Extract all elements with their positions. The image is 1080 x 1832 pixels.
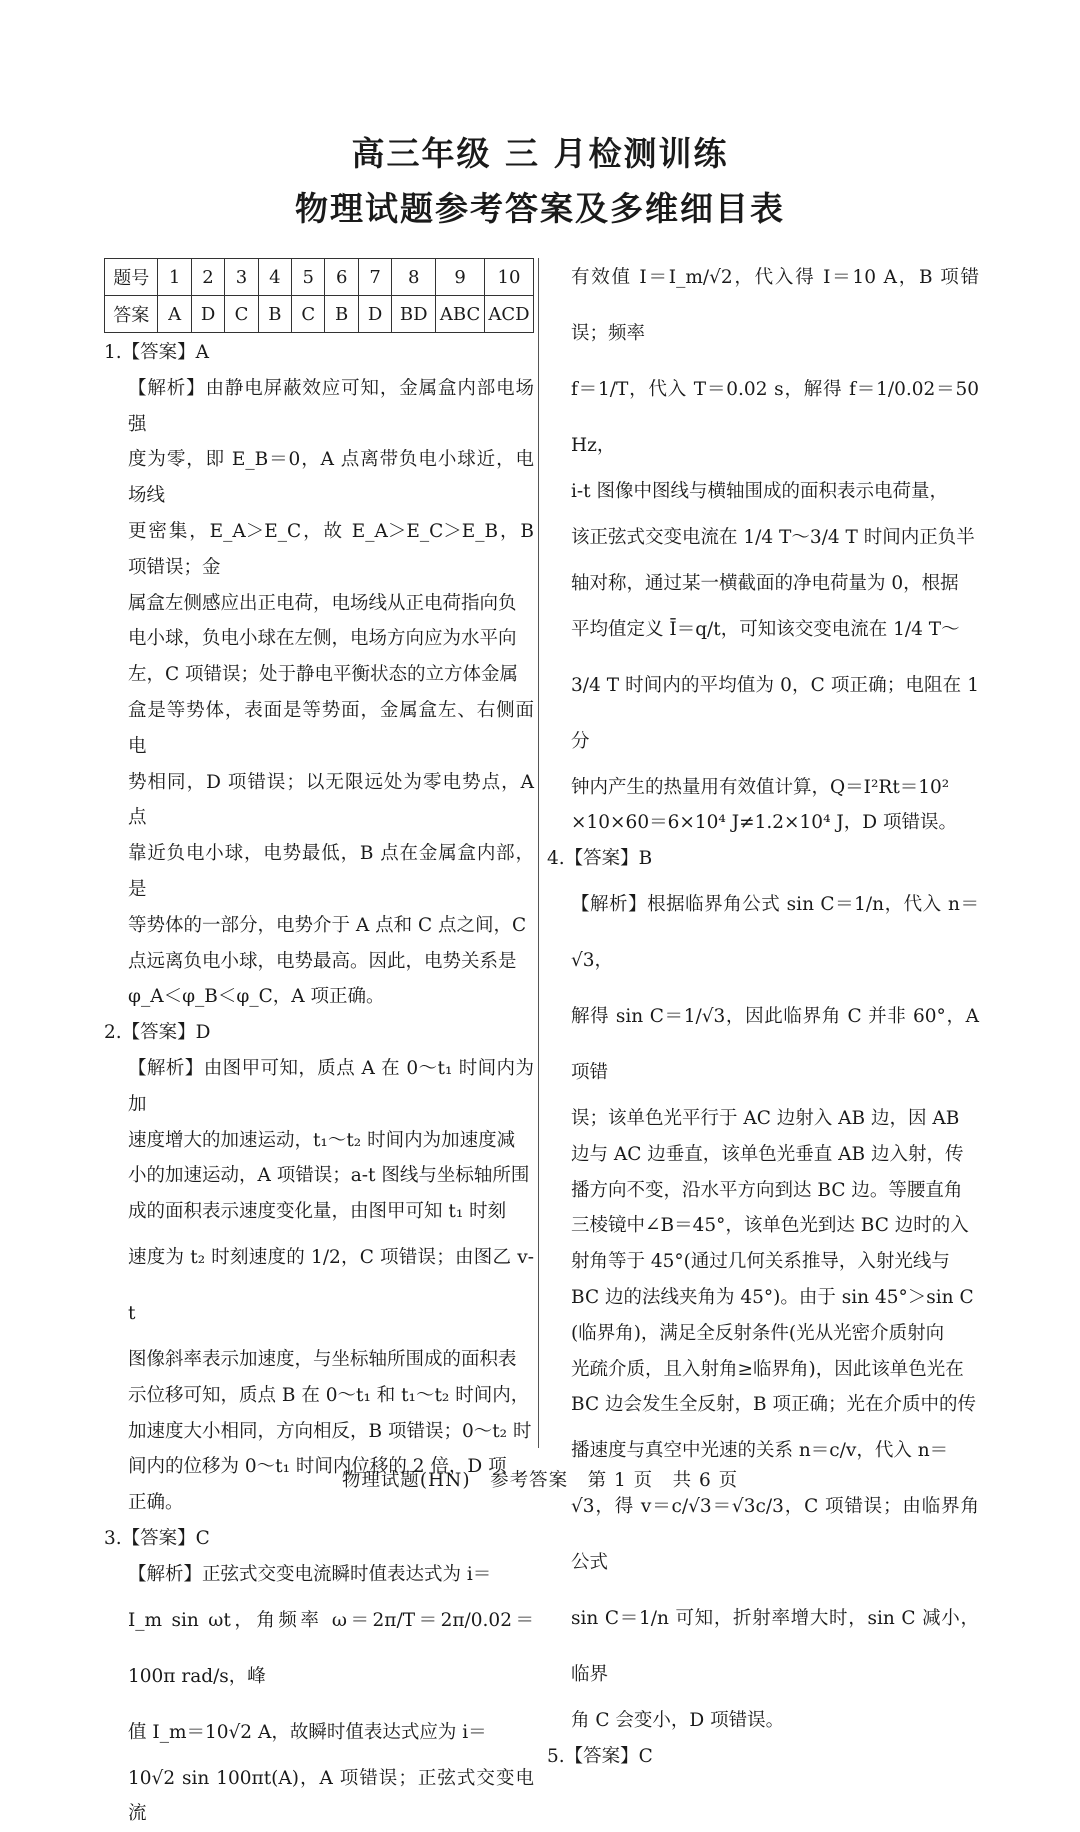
text-line: 钟内产生的热量用有效值计算，Q＝I²Rt＝10² — [547, 770, 979, 806]
text-line: 边与 AC 边垂直，该单色光垂直 AB 边入射，传 — [547, 1137, 979, 1173]
table-cell: D — [358, 296, 392, 333]
text-line: 示位移可知，质点 B 在 0～t₁ 和 t₁～t₂ 时间内， — [104, 1378, 534, 1414]
table-header-cell: 答案 — [105, 296, 158, 333]
table-cell: 6 — [325, 259, 358, 296]
table-cell: B — [325, 296, 358, 333]
page-title-line2: 物理试题参考答案及多维细目表 — [0, 183, 1080, 230]
text-line: 【解析】根据临界角公式 sin C＝1/n，代入 n＝√3， — [547, 877, 979, 989]
table-cell: B — [258, 296, 291, 333]
table-header-cell: 题号 — [105, 259, 158, 296]
question-4-explanation — [547, 877, 979, 1739]
table-cell: 9 — [436, 259, 485, 296]
text-line: 射角等于 45°(通过几何关系推导，入射光线与 — [547, 1244, 979, 1280]
text-line: 光疏介质，且入射角≥临界角)，因此该单色光在 — [547, 1352, 979, 1388]
answer-table-number-row — [105, 259, 534, 296]
text-line: 小的加速运动，A 项错误；a-t 图线与坐标轴所围 — [104, 1158, 534, 1194]
text-line: 播速度与真空中光速的关系 n＝c/v，代入 n＝ — [547, 1423, 979, 1479]
table-cell: C — [225, 296, 258, 333]
text-line: 度为零，即 E_B＝0，A 点离带负电小球近，电场线 — [104, 442, 534, 514]
table-cell: 4 — [258, 259, 291, 296]
question-2-explanation — [104, 1051, 534, 1521]
text-line: 3/4 T 时间内的平均值为 0，C 项正确；电阻在 1 分 — [547, 658, 979, 770]
table-cell: D — [191, 296, 225, 333]
text-line: 等势体的一部分，电势介于 A 点和 C 点之间，C — [104, 908, 534, 944]
question-5-answer: 5.【答案】C — [547, 1739, 979, 1775]
text-line: i-t 图像中图线与横轴围成的面积表示电荷量， — [547, 474, 979, 510]
text-line: 该正弦式交变电流在 1/4 T～3/4 T 时间内正负半 — [547, 510, 979, 566]
text-line: √3，得 v＝c/√3＝√3c/3，C 项错误；由临界角公式 — [547, 1479, 979, 1591]
table-cell: ACD — [485, 296, 534, 333]
page-footer: 物理试题(HN) 参考答案 第 1 页 共 6 页 — [0, 1466, 1080, 1492]
question-4-answer: 4.【答案】B — [547, 841, 979, 877]
table-cell: BD — [392, 296, 436, 333]
text-line: 值 I_m＝10√2 A，故瞬时值表达式应为 i＝ — [104, 1705, 534, 1761]
question-1-explanation — [104, 371, 534, 1015]
text-line: 【解析】由静电屏蔽效应可知，金属盒内部电场强 — [104, 371, 534, 443]
table-cell: 8 — [392, 259, 436, 296]
text-line: 正确。 — [104, 1485, 534, 1521]
text-line: 靠近负电小球，电势最低，B 点在金属盒内部，是 — [104, 836, 534, 908]
text-line: 角 C 会变小，D 项错误。 — [547, 1703, 979, 1739]
page-title-line1: 高三年级 三 月检测训练 — [0, 128, 1080, 175]
text-line: 点远离负电小球，电势最高。因此，电势关系是 — [104, 944, 534, 980]
table-cell: 1 — [158, 259, 191, 296]
answer-table — [104, 258, 534, 333]
table-cell: 7 — [358, 259, 392, 296]
text-line: 速度为 t₂ 时刻速度的 1/2，C 项错误；由图乙 v-t — [104, 1230, 534, 1342]
text-line: (临界角)，满足全反射条件(光从光密介质射向 — [547, 1316, 979, 1352]
text-line: I_m sin ωt，角频率 ω＝2π/T＝2π/0.02＝100π rad/s，峰 — [104, 1593, 534, 1705]
text-line: 属盒左侧感应出正电荷，电场线从正电荷指向负 — [104, 586, 534, 622]
text-line: 图像斜率表示加速度，与坐标轴所围成的面积表 — [104, 1342, 534, 1378]
table-cell: 3 — [225, 259, 258, 296]
text-line: 10√2 sin 100πt(A)，A 项错误；正弦式交变电流 — [104, 1761, 534, 1832]
table-cell: A — [158, 296, 191, 333]
text-line: 速度增大的加速运动，t₁～t₂ 时间内为加速度减 — [104, 1123, 534, 1159]
text-line: 解得 sin C＝1/√3，因此临界角 C 并非 60°，A 项错 — [547, 989, 979, 1101]
left-column — [104, 258, 534, 1832]
table-cell: ABC — [436, 296, 485, 333]
text-line: 盒是等势体，表面是等势面，金属盒左、右侧面电 — [104, 693, 534, 765]
text-line: 平均值定义 Ī＝q/t，可知该交变电流在 1/4 T～ — [547, 602, 979, 658]
text-line: 更密集，E_A＞E_C，故 E_A＞E_C＞E_B，B 项错误；金 — [104, 514, 534, 586]
text-line: 有效值 I＝I_m/√2，代入得 I＝10 A，B 项错误；频率 — [547, 250, 979, 362]
text-line: sin C＝1/n 可知，折射率增大时，sin C 减小，临界 — [547, 1591, 979, 1703]
answer-table-answer-row — [105, 296, 534, 333]
table-cell: 5 — [292, 259, 325, 296]
text-line: φ_A＜φ_B＜φ_C，A 项正确。 — [104, 979, 534, 1015]
text-line: ×10×60＝6×10⁴ J≠1.2×10⁴ J，D 项错误。 — [547, 805, 979, 841]
text-line: 间内的位移为 0～t₁ 时间内位移的 2 倍，D 项 — [104, 1449, 534, 1485]
text-line: 势相同，D 项错误；以无限远处为零电势点，A 点 — [104, 765, 534, 837]
text-line: 成的面积表示速度变化量，由图甲可知 t₁ 时刻 — [104, 1194, 534, 1230]
text-line: 加速度大小相同，方向相反，B 项错误；0～t₂ 时 — [104, 1414, 534, 1450]
column-divider — [538, 258, 539, 1448]
text-line: 【解析】正弦式交变电流瞬时值表达式为 i＝ — [104, 1557, 534, 1593]
text-line: BC 边会发生全反射，B 项正确；光在介质中的传 — [547, 1387, 979, 1423]
text-line: 轴对称，通过某一横截面的净电荷量为 0，根据 — [547, 566, 979, 602]
question-3-explanation-part2 — [547, 250, 979, 841]
text-line: 三棱镜中∠B＝45°，该单色光到达 BC 边时的入 — [547, 1208, 979, 1244]
text-line: 误；该单色光平行于 AC 边射入 AB 边，因 AB — [547, 1101, 979, 1137]
question-3-explanation-part1 — [104, 1557, 534, 1832]
text-line: 电小球，负电小球在左侧，电场方向应为水平向 — [104, 621, 534, 657]
table-cell: C — [292, 296, 325, 333]
table-cell: 2 — [191, 259, 225, 296]
text-line: 【解析】由图甲可知，质点 A 在 0～t₁ 时间内为加 — [104, 1051, 534, 1123]
text-line: 左，C 项错误；处于静电平衡状态的立方体金属 — [104, 657, 534, 693]
right-column — [547, 258, 979, 1775]
text-line: BC 边的法线夹角为 45°)。由于 sin 45°＞sin C — [547, 1280, 979, 1316]
question-2-answer: 2.【答案】D — [104, 1015, 534, 1051]
text-line: 播方向不变，沿水平方向到达 BC 边。等腰直角 — [547, 1173, 979, 1209]
table-cell: 10 — [485, 259, 534, 296]
question-3-answer: 3.【答案】C — [104, 1521, 534, 1557]
text-line: f＝1/T，代入 T＝0.02 s，解得 f＝1/0.02＝50 Hz， — [547, 362, 979, 474]
question-1-answer: 1.【答案】A — [104, 335, 534, 371]
